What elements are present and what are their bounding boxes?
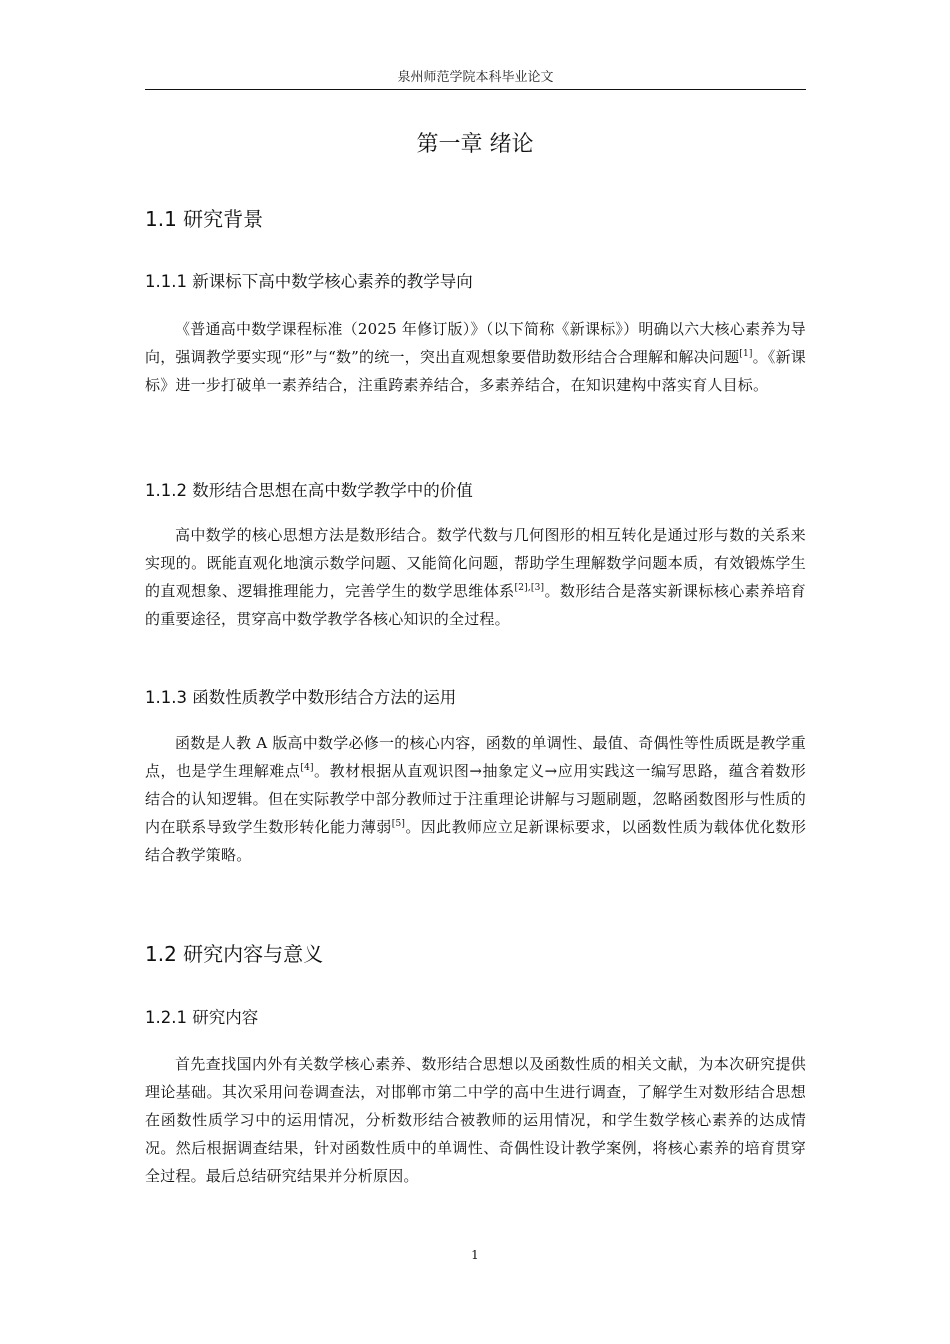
running-header: 泉州师范学院本科毕业论文 — [145, 66, 806, 90]
paragraph-1 — [145, 315, 806, 399]
paragraph-2-text-a: 高中数学的核心思想方法是数形结合。数学代数与几何图形的相互转化是通过形与数的关系来实现的。既能直观化地演示数学问题、又能简化问题，帮助学生理解数学问题本质，有效锻炼学生的直观想象、逻辑推理能力，完善学生的数学思维体系 — [145, 526, 806, 600]
section-1-1-2-heading: 1.1.2 数形结合思想在高中数学教学中的价值 — [145, 481, 473, 500]
paragraph-3 — [145, 729, 806, 869]
paragraph-3-text-c: 。因此教师应立足新课标要求，以函数性质为载体优化数形结合教学策略。 — [145, 818, 807, 864]
section-1-1-3-heading: 1.1.3 函数性质教学中数形结合方法的运用 — [145, 688, 457, 707]
chapter-title: 第一章 绪论 — [416, 132, 534, 157]
citation-5: [5] — [391, 819, 406, 829]
section-1-1-1-heading: 1.1.1 新课标下高中数学核心素养的教学导向 — [145, 272, 473, 291]
paragraph-3-text-b: 。教材根据从直观识图→抽象定义→应用实践这一编写思路，蕴含着数形结合的认知逻辑。但在实际教学中部分教师过于注重理论讲解与习题刷题，忽略函数图形与性质的内在联系导致学生数形转化能力薄弱 — [145, 762, 806, 836]
section-1-1-heading: 1.1 研究背景 — [145, 207, 264, 231]
citation-4: [4] — [300, 763, 314, 773]
paragraph-1-text-b: 。《新课标》进一步打破单一素养结合，注重跨素养结合，多素养结合，在知识建构中落实育人目标。 — [145, 348, 806, 394]
page-number: 1 — [471, 1248, 479, 1262]
paragraph-1-text-a: 《普通高中数学课程标准（2025 年修订版）》（以下简称《新课标》）明确以六大核心素养为导向，强调教学要实现“形”与“数”的统一，突出直观想象要借助数形结合合理解和解决问题 — [145, 320, 806, 366]
paragraph-2-text-b: 。数形结合是落实新课标核心素养培育的重要途径，贯穿高中数学教学各核心知识的全过程。 — [145, 582, 806, 628]
paragraph-4: 首先查找国内外有关数学核心素养、数形结合思想以及函数性质的相关文献，为本次研究提供理论基础。其次采用问卷调查法，对邯郸市第二中学的高中生进行调查，了解学生对数形结合思想在函数性质学习中的运用情况，分析数形结合被教师的运用情况，和学生数学核心素养的达成情况。然后根据调查结果，针对函数性质中的单调性、奇偶性设计教学案例，将核心素养的培育贯穿全过程。最后总结研究结果并分析原因。 — [145, 1055, 806, 1185]
paragraph-2 — [145, 521, 806, 633]
citation-1: [1] — [739, 349, 753, 359]
citation-2-3: [2],[3] — [514, 583, 545, 593]
paragraph-3-text-a: 函数是人教 A 版高中数学必修一的核心内容，函数的单调性、最值、奇偶性等性质既是教学重点，也是学生理解难点 — [145, 734, 806, 780]
section-1-2-1-heading: 1.2.1 研究内容 — [145, 1008, 259, 1027]
section-1-2-heading: 1.2 研究内容与意义 — [145, 942, 324, 966]
